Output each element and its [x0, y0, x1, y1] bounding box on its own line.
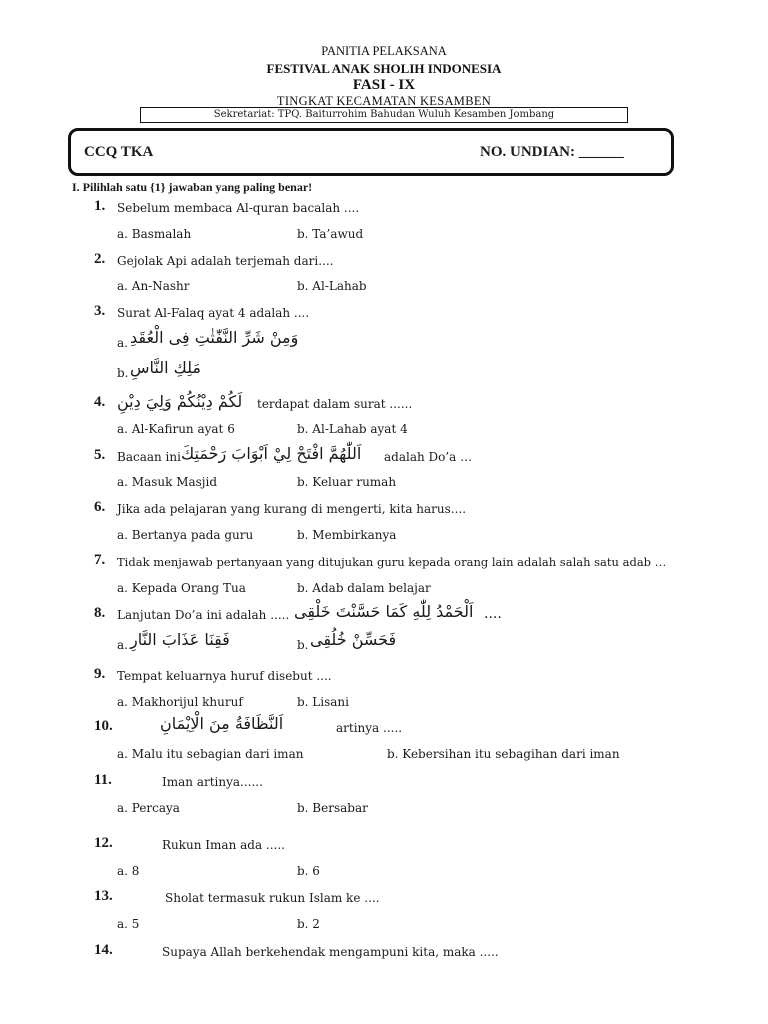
option-b[interactable]: b. 2 [297, 917, 320, 931]
option-b[interactable]: b. 6 [297, 864, 320, 878]
question-prefix: Bacaan ini [117, 450, 181, 464]
question-number: 7. [94, 552, 106, 568]
option-a[interactable]: a. Bertanya pada guru [117, 528, 254, 542]
question-text: artinya ..... [336, 721, 403, 735]
question-text: Tempat keluarnya huruf disebut .... [117, 669, 332, 683]
question-text: Gejolak Api adalah terjemah dari.... [117, 254, 334, 268]
header-edition: FASI - IX [352, 77, 416, 93]
option-a[interactable]: a. 5 [117, 917, 140, 931]
question-text: Sebelum membaca Al-quran bacalah .... [117, 201, 360, 215]
option-b-arabic[interactable]: فَحَسِّنْ خُلُقِى [310, 630, 397, 649]
question-suffix: adalah Do’a … [384, 450, 473, 464]
option-a[interactable]: a. Basmalah [117, 227, 192, 241]
option-b[interactable]: b. Membirkanya [297, 528, 397, 542]
header-committee: PANITIA PELAKSANA [321, 44, 447, 58]
question-arabic: اَلْحَمْدُ لِلّٰهِ كَمَا حَسَّنْتَ خَلْقِى [294, 602, 474, 621]
question-number: 5. [94, 447, 106, 463]
secretariat-box: Sekretariat: TPQ. Baiturrohim Bahudan Wuluh Kesamben Jombang [140, 107, 628, 123]
question-arabic: اَللّٰهُمَّ افْتَحْ لِيْ اَبْوَابَ رَحْمَتِكَ [181, 444, 362, 463]
question-number: 4. [94, 394, 106, 410]
question-number: 12. [94, 835, 113, 851]
option-a-label[interactable]: a. [117, 336, 128, 350]
option-b[interactable]: b. Ta’awud [297, 227, 364, 241]
question-text: Jika ada pelajaran yang kurang di mengerti, kita harus.... [117, 502, 467, 516]
header-festival: FESTIVAL ANAK SHOLIH INDONESIA [266, 61, 502, 76]
question-text: Sholat termasuk rukun Islam ke .... [165, 891, 380, 905]
question-number: 1. [94, 198, 106, 214]
instruction: I. Pilihlah satu {1} jawaban yang paling benar! [72, 180, 313, 194]
question-number: 2. [94, 251, 106, 267]
question-text: Supaya Allah berkehendak mengampuni kita, maka ..... [162, 945, 499, 959]
option-b[interactable]: b. Al-Lahab [297, 279, 367, 293]
question-number: 10. [94, 718, 113, 734]
question-number: 11. [94, 772, 112, 788]
option-b-label[interactable]: b. [117, 366, 129, 380]
option-b[interactable]: b. Kebersihan itu sebagihan dari iman [387, 747, 620, 761]
option-b[interactable]: b. Al-Lahab ayat 4 [297, 422, 408, 436]
option-b[interactable]: b. Bersabar [297, 801, 368, 815]
question-text: Tidak menjawab pertanyaan yang ditujukan guru kepada orang lain adalah salah satu adab … [117, 555, 667, 569]
question-text: Iman artinya...... [162, 775, 263, 789]
question-number: 8. [94, 605, 106, 621]
question-number: 6. [94, 499, 106, 515]
question-text: Surat Al-Falaq ayat 4 adalah .... [117, 306, 310, 320]
option-b[interactable]: b. Keluar rumah [297, 475, 397, 489]
option-a[interactable]: a. Malu itu sebagian dari iman [117, 747, 304, 761]
option-a[interactable]: a. 8 [117, 864, 140, 878]
option-a[interactable]: a. Al-Kafirun ayat 6 [117, 422, 235, 436]
option-a[interactable]: a. Makhorijul khuruf [117, 695, 243, 709]
option-a[interactable]: a. Percaya [117, 801, 180, 815]
option-b[interactable]: b. Lisani [297, 695, 349, 709]
question-number: 13. [94, 888, 113, 904]
option-a[interactable]: a. An-Nashr [117, 279, 190, 293]
option-a[interactable]: a. Masuk Masjid [117, 475, 218, 489]
option-a-arabic[interactable]: فَقِنَا عَذَابَ النَّارِ [130, 630, 230, 649]
option-b-arabic[interactable]: مَلِكِ النَّاسِ [130, 358, 201, 377]
option-b-label[interactable]: b. [297, 638, 309, 652]
draw-number-field[interactable]: NO. UNDIAN: ______ [480, 144, 624, 160]
question-arabic: اَلنَّظَافَةُ مِنَ الْاِيْمَانِ [160, 714, 284, 733]
category-label: CCQ TKA [84, 144, 154, 160]
question-number: 9. [94, 666, 106, 682]
question-number: 3. [94, 303, 106, 319]
question-prefix: Lanjutan Do’a ini adalah ..... [117, 608, 290, 622]
option-a-arabic[interactable]: وَمِنْ شَرِّ النَّفّٰثٰتِ فِى الْعُقَدِ [130, 328, 299, 347]
option-a[interactable]: a. Kepada Orang Tua [117, 581, 246, 595]
question-number: 14. [94, 942, 113, 958]
question-text: terdapat dalam surat ...... [257, 397, 413, 411]
header-level: TINGKAT KECAMATAN KESAMBEN [276, 94, 492, 108]
option-a-label[interactable]: a. [117, 638, 128, 652]
question-text: Rukun Iman ada ..... [162, 838, 285, 852]
option-b[interactable]: b. Adab dalam belajar [297, 581, 431, 595]
question-suffix: .... [484, 606, 502, 622]
question-arabic: لَكُمْ دِيْنُكُمْ وَلِيَ دِيْنِ [117, 392, 243, 411]
